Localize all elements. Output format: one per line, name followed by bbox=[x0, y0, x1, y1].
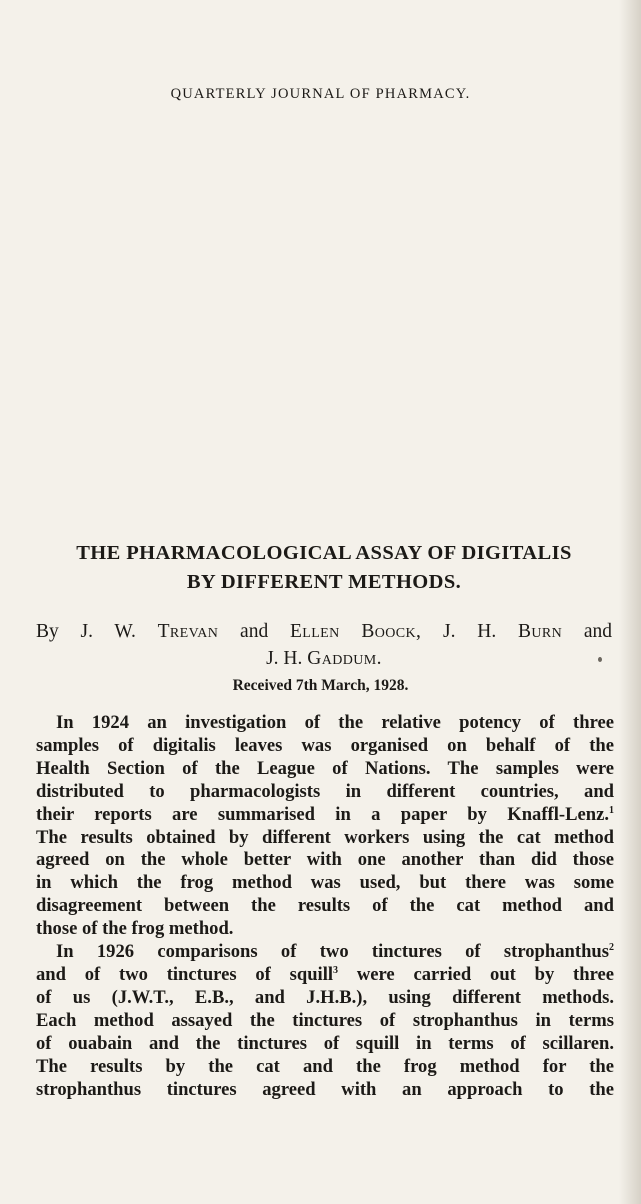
author-2-surname: Boock, bbox=[361, 621, 422, 642]
title-line-2: BY DIFFERENT METHODS. bbox=[186, 571, 462, 593]
byline-by: By bbox=[36, 621, 59, 642]
body-line: The results obtained by different workers using the cat method bbox=[36, 826, 614, 848]
author-2-first-name: Ellen bbox=[289, 621, 340, 642]
author-3-surname: Burn bbox=[517, 621, 563, 642]
byline-line-2 bbox=[36, 645, 612, 672]
byline-and-2: and bbox=[583, 621, 612, 642]
body-line: those of the frog method. bbox=[36, 918, 234, 940]
body-line: Each method assayed the tinctures of strophanthus in terms bbox=[36, 1009, 614, 1031]
title-line-1: THE PHARMACOLOGICAL ASSAY OF DIGITALIS bbox=[76, 542, 572, 564]
body-line: distributed to pharmacologists in different countries, and bbox=[36, 780, 614, 802]
footnote-ref-2: 2 bbox=[609, 941, 614, 953]
body-line-text: In 1926 comparisons of two tinctures of strophanthus bbox=[56, 941, 609, 963]
author-1-surname: Trevan bbox=[157, 621, 219, 642]
body-line: disagreement between the results of the cat method and bbox=[36, 895, 614, 917]
byline-line-1 bbox=[36, 618, 612, 645]
article-body bbox=[36, 712, 614, 1101]
footnote-ref-3: 3 bbox=[333, 964, 339, 976]
body-line: agreed on the whole better with one another than did those bbox=[36, 849, 614, 871]
body-line: in which the frog method was used, but there was some bbox=[36, 872, 614, 894]
article-title bbox=[36, 539, 612, 597]
body-line-with-footnote bbox=[36, 804, 614, 827]
author-1-initials: J. W. bbox=[80, 621, 136, 642]
body-line-text: and of two tinctures of squill bbox=[36, 963, 334, 985]
print-speck bbox=[598, 657, 602, 662]
body-line-with-footnote bbox=[36, 964, 614, 987]
byline-and-1: and bbox=[240, 621, 269, 642]
body-line: In 1924 an investigation of the relative potency of three bbox=[56, 712, 614, 733]
body-line-with-footnote bbox=[36, 941, 614, 964]
body-line: of ouabain and the tinctures of squill in terms of scillaren. bbox=[36, 1032, 614, 1054]
body-line-text: were carried out by three bbox=[338, 963, 614, 985]
page-edge-shadow bbox=[619, 0, 641, 1204]
body-line: Health Section of the League of Nations. The samples were bbox=[36, 757, 614, 779]
body-line: The results by the cat and the frog method for the bbox=[36, 1055, 614, 1077]
body-line-text: their reports are summarised in a paper by Knaffl-Lenz. bbox=[36, 803, 609, 825]
running-header: QUARTERLY JOURNAL OF PHARMACY. bbox=[170, 86, 471, 102]
received-date: Received 7th March, 1928. bbox=[232, 677, 409, 694]
footnote-ref-1: 1 bbox=[609, 804, 614, 816]
body-line: samples of digitalis leaves was organised on behalf of the bbox=[36, 734, 614, 756]
body-line: of us (J.W.T., E.B., and J.H.B.), using different methods. bbox=[36, 986, 614, 1008]
author-3-initials: J. H. bbox=[443, 621, 497, 642]
author-4-initials: J. H. bbox=[266, 648, 303, 669]
author-4-surname: Gaddum. bbox=[307, 648, 382, 669]
author-byline bbox=[36, 618, 612, 672]
body-line: strophanthus tinctures agreed with an approach to the bbox=[36, 1078, 614, 1100]
